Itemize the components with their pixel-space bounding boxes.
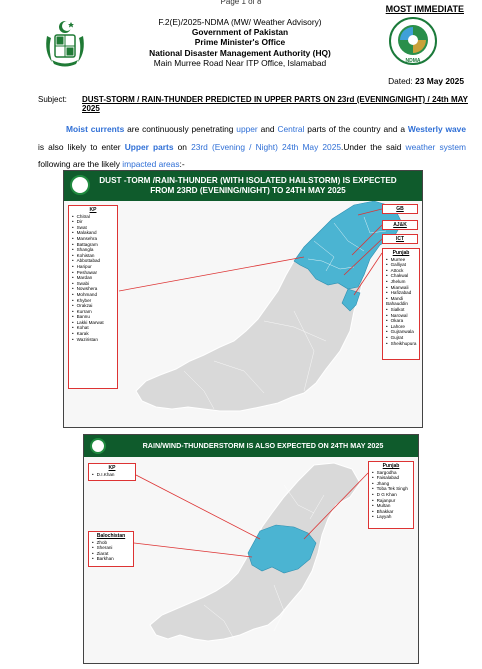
punjab-callout-box bbox=[382, 248, 420, 360]
list-item: • Dir bbox=[72, 219, 114, 225]
page-number: Page 1 of 8 bbox=[220, 0, 262, 6]
list-item: • Karak bbox=[72, 331, 114, 337]
list-item: • Galliyat bbox=[386, 262, 416, 268]
list-item: • Sialkot bbox=[386, 307, 416, 313]
list-item: • Orakzai bbox=[72, 303, 114, 309]
list-item: • Okara bbox=[386, 318, 416, 324]
subject-label: Subject: bbox=[38, 95, 67, 104]
kp-district-list-2 bbox=[92, 472, 132, 478]
list-item: • Haripur bbox=[72, 264, 114, 270]
list-item: • Faisalabad bbox=[372, 475, 410, 481]
list-item: • Gujrat bbox=[386, 335, 416, 341]
reference-number: F.2(E)/2025-NDMA (MW/ Weather Advisory) bbox=[158, 17, 322, 27]
kp-title-2: KP bbox=[108, 465, 116, 471]
list-item: • Murree bbox=[386, 257, 416, 263]
balochistan-title: Balochistan bbox=[96, 533, 126, 539]
list-item: • Bannu bbox=[72, 314, 114, 320]
list-item: • Swat bbox=[72, 225, 114, 231]
map-1-title: DUST -TORM /RAIN-THUNDER (WITH ISOLATED HAILSTORM) IS EXPECTED FROM 23RD (EVENING/NIGHT) TO 24TH MAY 2025 bbox=[64, 171, 422, 201]
government-line: Government of Pakistan bbox=[191, 27, 289, 38]
date-label: Dated: bbox=[388, 76, 413, 86]
list-item: • D G Khan bbox=[372, 492, 410, 498]
office-line: Prime Minister's Office bbox=[194, 37, 286, 48]
list-item: • Zhob bbox=[92, 540, 130, 546]
list-item: • Mardan bbox=[72, 275, 114, 281]
list-item: • Battagram bbox=[72, 242, 114, 248]
list-item: • Barkhan bbox=[92, 556, 130, 562]
list-item: • Attock bbox=[386, 268, 416, 274]
list-item: • Narowal bbox=[386, 313, 416, 319]
kp-callout-box-2 bbox=[88, 463, 136, 481]
list-item: • Khyber bbox=[72, 298, 114, 304]
ndma-logo-icon bbox=[388, 16, 438, 66]
ajk-label: AJ&K bbox=[382, 220, 418, 230]
list-item: • Mianwali bbox=[386, 285, 416, 291]
list-item: • Jhelum bbox=[386, 279, 416, 285]
punjab-title-2: Punjab bbox=[382, 463, 400, 469]
list-item: • Toba Tek Singh bbox=[372, 486, 410, 492]
list-item: • Jhang bbox=[372, 481, 410, 487]
list-item: • Layyah bbox=[372, 514, 410, 520]
pakistan-emblem-icon bbox=[42, 18, 88, 68]
punjab-title: Punjab bbox=[392, 250, 410, 256]
list-item: • Bhakkar bbox=[372, 509, 410, 515]
balochistan-district-list bbox=[92, 540, 130, 562]
list-item: • Nowshera bbox=[72, 286, 114, 292]
subject-text: DUST-STORM / RAIN-THUNDER PREDICTED IN UPPER PARTS ON 23rd (EVENING/NIGHT) / 24th MAY 2025 bbox=[82, 95, 468, 113]
map-2-logo-icon bbox=[90, 438, 106, 454]
pakistan-map-1 bbox=[64, 171, 424, 429]
list-item: • Rajanpur bbox=[372, 498, 410, 504]
kp-title: KP bbox=[89, 207, 97, 213]
list-item: • Abbottabad bbox=[72, 258, 114, 264]
list-item: • Chitral bbox=[72, 214, 114, 220]
list-item: • Sherani bbox=[92, 545, 130, 551]
date-line bbox=[388, 76, 464, 86]
list-item: • D.I.Khan bbox=[92, 472, 132, 478]
list-item: • Mandi Bahauddin bbox=[386, 296, 416, 307]
ndma-logo-text: NDMA bbox=[405, 58, 421, 64]
map-2-title: RAIN/WIND-THUNDERSTORM IS ALSO EXPECTED ON 24TH MAY 2025 bbox=[84, 435, 418, 457]
list-item: • Waziristan bbox=[72, 337, 114, 343]
forecast-map-1 bbox=[63, 170, 423, 428]
map-1-logo-icon bbox=[70, 175, 90, 195]
list-item: • Swabi bbox=[72, 281, 114, 287]
punjab-district-list-2 bbox=[372, 470, 410, 520]
forecast-map-2 bbox=[83, 434, 419, 664]
list-item: • Kurram bbox=[72, 309, 114, 315]
list-item: • Mansehra bbox=[72, 236, 114, 242]
punjab-callout-box-2 bbox=[368, 461, 414, 529]
list-item: • Peshawar bbox=[72, 270, 114, 276]
punjab-district-list bbox=[386, 257, 416, 347]
list-item: • Chakwal bbox=[386, 273, 416, 279]
list-item: • Lahore bbox=[386, 324, 416, 330]
list-item: • Gujranwala bbox=[386, 329, 416, 335]
list-item: • Ziarat bbox=[92, 551, 130, 557]
priority-label: MOST IMMEDIATE bbox=[385, 4, 464, 14]
list-item: • Multan bbox=[372, 503, 410, 509]
kp-district-list bbox=[72, 214, 114, 343]
ict-label: ICT bbox=[382, 234, 418, 244]
list-item: • Sheikhupura bbox=[386, 341, 416, 347]
list-item: • Lakki Marwat bbox=[72, 320, 114, 326]
list-item: • Kohat bbox=[72, 325, 114, 331]
list-item: • Sargodha bbox=[372, 470, 410, 476]
date-value: 23 May 2025 bbox=[415, 76, 464, 86]
list-item: • Mohmand bbox=[72, 292, 114, 298]
advisory-paragraph: Moist currents are continuously penetrating upper and Central parts of the country and a Westerly wave is also likely to enter Upper parts on 23rd (Evening / Night) 24th May 2025.Under the said weather system following are the likely impacted areas:- bbox=[38, 124, 466, 169]
address-line: Main Murree Road Near ITP Office, Islamabad bbox=[153, 57, 327, 68]
list-item: • Malakand bbox=[72, 230, 114, 236]
kp-callout-box bbox=[68, 205, 118, 389]
authority-line: National Disaster Management Authority (HQ) bbox=[149, 47, 331, 58]
balochistan-callout-box bbox=[88, 531, 134, 567]
list-item: • Hafizabad bbox=[386, 290, 416, 296]
list-item: • Shangla bbox=[72, 247, 114, 253]
gb-label: GB bbox=[382, 204, 418, 214]
list-item: • Kohistan bbox=[72, 253, 114, 259]
letterhead bbox=[100, 17, 380, 68]
